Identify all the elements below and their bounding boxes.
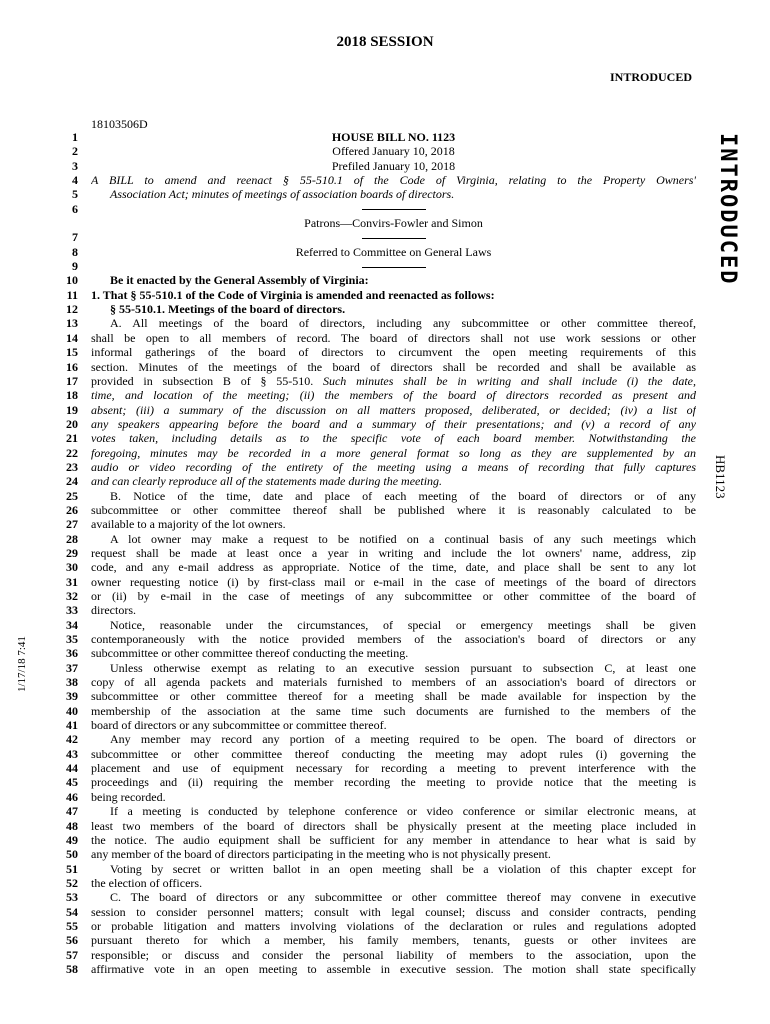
line-text: A. All meetings of the board of directors, including any subcommittee or other committee thereof, bbox=[110, 316, 696, 331]
section-heading: § 55-510.1. Meetings of the board of directors. bbox=[110, 302, 346, 317]
line bbox=[44, 575, 696, 589]
line-number: 21 bbox=[66, 431, 78, 446]
line-text: pursuant thereto for which a member, his family members, tenants, guests or other invitees are bbox=[91, 933, 696, 948]
line-number: 52 bbox=[66, 875, 78, 890]
line-number: 46 bbox=[66, 789, 78, 804]
divider bbox=[362, 267, 426, 268]
line-text: copy of all agenda packets and materials furnished to members of an association's board of directors or bbox=[91, 675, 696, 690]
inserted-text: time, and location of the meeting; (ii) the members of the board of directors recorded as present and bbox=[91, 388, 696, 403]
line-number: 48 bbox=[66, 818, 78, 833]
line bbox=[44, 187, 696, 201]
line-text: If a meeting is conducted by telephone conference or video conference or similar electronic means, at bbox=[110, 804, 696, 819]
line bbox=[44, 646, 696, 660]
line bbox=[44, 130, 696, 144]
line bbox=[44, 431, 696, 445]
line bbox=[44, 790, 696, 804]
line-text: subcommittee or other committee thereof shall be published where it is reasonably calculated to be bbox=[91, 502, 696, 517]
line-text-plain: provided in subsection B of § 55-510. bbox=[91, 373, 314, 388]
line bbox=[44, 761, 696, 775]
line-text: request shall be made at least once a year in writing and include the lot owners' name, address, zip bbox=[91, 545, 696, 560]
line-text: session to consider personnel matters; consult with legal counsel; discuss and consider contracts, pending bbox=[91, 904, 696, 919]
line bbox=[44, 474, 696, 488]
line-number: 19 bbox=[66, 402, 78, 417]
line bbox=[44, 388, 696, 402]
line-number: 58 bbox=[66, 961, 78, 976]
line bbox=[44, 288, 696, 302]
line bbox=[44, 689, 696, 703]
line bbox=[44, 718, 696, 732]
line bbox=[44, 417, 696, 431]
line bbox=[44, 489, 696, 503]
line bbox=[44, 302, 696, 316]
line-text: any member of the board of directors participating in the meeting who is not physically present. bbox=[91, 847, 551, 862]
lc-document-code: 18103506D bbox=[91, 117, 148, 131]
line-number: 35 bbox=[66, 632, 78, 647]
line bbox=[44, 661, 696, 675]
session-title: 2018 SESSION bbox=[336, 34, 434, 50]
line-number: 4 bbox=[72, 173, 78, 188]
line-number: 22 bbox=[66, 445, 78, 460]
line bbox=[44, 259, 696, 273]
line-number: 38 bbox=[66, 675, 78, 690]
prefiled-date: Prefiled January 10, 2018 bbox=[331, 158, 456, 173]
line-number: 12 bbox=[66, 302, 78, 317]
divider bbox=[362, 238, 426, 239]
line bbox=[44, 202, 696, 216]
inserted-text: audio or video recording of the entirety of the meeting using a means of recording that fully captures bbox=[91, 459, 696, 474]
line-text: Voting by secret or written ballot in an open meeting shall be a violation of this chapter except for bbox=[110, 861, 696, 876]
line-text: code, and any e-mail address as appropriate. Notice of the time, date, and place shall be sent to any lot bbox=[91, 560, 696, 575]
offered-date: Offered January 10, 2018 bbox=[332, 144, 455, 159]
line-number: 30 bbox=[66, 560, 78, 575]
line bbox=[44, 704, 696, 718]
line bbox=[44, 403, 696, 417]
line bbox=[44, 316, 696, 330]
divider bbox=[362, 209, 426, 210]
line-number: 6 bbox=[72, 201, 78, 216]
line-number: 17 bbox=[66, 373, 78, 388]
line-number: 16 bbox=[66, 359, 78, 374]
line bbox=[44, 732, 696, 746]
bill-caption: A BILL to amend and reenact § 55-510.1 of the Code of Virginia, relating to the Property Owners' bbox=[91, 173, 696, 188]
line-number: 51 bbox=[66, 861, 78, 876]
inserted-text: absent; (iii) a summary of the discussion on all matters proposed, deliberated, or decided; (iv) a list of bbox=[91, 402, 696, 417]
line-number: 28 bbox=[66, 531, 78, 546]
line bbox=[44, 546, 696, 560]
bill-text bbox=[44, 130, 696, 976]
line-text: contemporaneously with the notice provided members of the association's board of directors or any bbox=[91, 632, 696, 647]
line-text: A lot owner may make a request to be notified on a continual basis of any such meetings which bbox=[110, 531, 696, 546]
line bbox=[44, 173, 696, 187]
line-number: 1 bbox=[72, 130, 78, 144]
line-number: 2 bbox=[72, 144, 78, 159]
line bbox=[44, 833, 696, 847]
line-text: Unless otherwise exempt as relating to an executive session pursuant to subsection C, at least one bbox=[110, 660, 696, 675]
line-text: B. Notice of the time, date and place of each meeting of the board of directors or of any bbox=[110, 488, 696, 503]
line-number: 39 bbox=[66, 689, 78, 704]
amendment-clause: 1. That § 55-510.1 of the Code of Virginia is amended and reenacted as follows: bbox=[91, 287, 495, 302]
line bbox=[44, 962, 696, 976]
line bbox=[44, 905, 696, 919]
line-number: 33 bbox=[66, 603, 78, 618]
line-number: 24 bbox=[66, 474, 78, 489]
line-number: 47 bbox=[66, 804, 78, 819]
line-number: 25 bbox=[66, 488, 78, 503]
line bbox=[44, 532, 696, 546]
line bbox=[44, 862, 696, 876]
line bbox=[44, 890, 696, 904]
side-introduced-label: INTRODUCED bbox=[715, 133, 740, 286]
line bbox=[44, 618, 696, 632]
line-number: 18 bbox=[66, 388, 78, 403]
line bbox=[44, 216, 696, 230]
line bbox=[44, 245, 696, 259]
line-number: 11 bbox=[66, 287, 78, 302]
line-text: subcommittee or other committee thereof for a meeting shall be made available for inspection by the bbox=[91, 689, 696, 704]
inserted-text: Such minutes shall be in writing and shall include (i) the date, bbox=[322, 373, 696, 388]
line bbox=[44, 919, 696, 933]
line bbox=[44, 331, 696, 345]
bill-title: HOUSE BILL NO. 1123 bbox=[331, 130, 456, 144]
line bbox=[44, 589, 696, 603]
line-number: 55 bbox=[66, 918, 78, 933]
line-text: board of directors or any subcommittee or committee thereof. bbox=[91, 718, 387, 733]
line bbox=[44, 747, 696, 761]
line-text: C. The board of directors or any subcommittee or other committee thereof may convene in executive bbox=[110, 890, 696, 905]
line-text: responsible; or discuss and consider the personal liability of members to the association, upon the bbox=[91, 947, 696, 962]
line-number: 20 bbox=[66, 416, 78, 431]
line-text: Notice, reasonable under the circumstances, of special or emergency meetings shall be given bbox=[110, 617, 696, 632]
line-number: 13 bbox=[66, 316, 78, 331]
line-text: the notice. The audio equipment shall be sufficient for any member in attendance to hear what is said by bbox=[91, 832, 696, 847]
line-number: 42 bbox=[66, 732, 78, 747]
line-text: being recorded. bbox=[91, 789, 166, 804]
line bbox=[44, 948, 696, 962]
line bbox=[44, 460, 696, 474]
line-text: least two members of the board of directors shall be physically present at the meeting place included in bbox=[91, 818, 696, 833]
line bbox=[44, 273, 696, 287]
line bbox=[44, 517, 696, 531]
line-number: 32 bbox=[66, 589, 78, 603]
line-text: subcommittee or other committee thereof conducting the meeting. bbox=[91, 646, 409, 661]
line-text: affirmative vote in an open meeting to assemble in executive session. The motion shall state specifically bbox=[91, 961, 696, 976]
line-text: placement and use of equipment necessary for recording a meeting to prevent interference with the bbox=[91, 761, 696, 776]
side-bill-number: HB1123 bbox=[713, 455, 728, 499]
line-number: 7 bbox=[72, 230, 78, 245]
line-number: 41 bbox=[66, 718, 78, 733]
patrons: Patrons—Convirs-Fowler and Simon bbox=[304, 216, 483, 231]
line-number: 57 bbox=[66, 947, 78, 962]
line-number: 53 bbox=[66, 890, 78, 905]
line-text: directors. bbox=[91, 603, 136, 618]
inserted-text: and can clearly reproduce all of the statements made during the meeting. bbox=[91, 474, 443, 489]
line-number: 27 bbox=[66, 517, 78, 532]
line bbox=[44, 159, 696, 173]
line-text: informal gatherings of the board of directors to circumvent the open meeting requirements of this bbox=[91, 345, 696, 360]
line-number: 36 bbox=[66, 646, 78, 661]
line bbox=[44, 775, 696, 789]
side-print-date: 1/17/18 7:41 bbox=[16, 636, 28, 692]
line-text bbox=[91, 374, 696, 388]
line-number: 37 bbox=[66, 660, 78, 675]
separator bbox=[91, 259, 696, 273]
line bbox=[44, 603, 696, 617]
inserted-text: votes taken, including details as to the specific vote of each board member. Notwithstanding the bbox=[91, 431, 696, 446]
separator bbox=[91, 230, 696, 244]
bill-caption: Association Act; minutes of meetings of association boards of directors. bbox=[110, 187, 455, 202]
line bbox=[44, 360, 696, 374]
line-text: or (ii) by e-mail in the case of meetings of any subcommittee or other committee of the board of bbox=[91, 589, 696, 603]
inserted-text: any speakers appearing before the board and a summary of their presentations; and (v) a record of any bbox=[91, 416, 696, 431]
line bbox=[44, 560, 696, 574]
line bbox=[44, 675, 696, 689]
line-text: subcommittee or other committee thereof conducting the meeting may adopt rules (i) governing the bbox=[91, 746, 696, 761]
line bbox=[44, 374, 696, 388]
line-number: 8 bbox=[72, 244, 78, 259]
line-number: 54 bbox=[66, 904, 78, 919]
line-text: or probable litigation and matters involving violations of the declaration or rules and regulations adopted bbox=[91, 918, 696, 933]
line-number: 44 bbox=[66, 761, 78, 776]
line-number: 50 bbox=[66, 847, 78, 862]
line-text: Any member may record any portion of a meeting required to be open. The board of directors or bbox=[110, 732, 696, 747]
line-number: 26 bbox=[66, 502, 78, 517]
line bbox=[44, 933, 696, 947]
line-text: membership of the association at the same time such documents are furnished to the members of the bbox=[91, 703, 696, 718]
line-number: 23 bbox=[66, 459, 78, 474]
enacting-clause: Be it enacted by the General Assembly of Virginia: bbox=[110, 273, 369, 288]
line-text: the election of officers. bbox=[91, 875, 203, 890]
line-number: 43 bbox=[66, 746, 78, 761]
line-number: 3 bbox=[72, 158, 78, 173]
line-text: section. Minutes of the meetings of the board of directors shall be recorded and shall be available as bbox=[91, 359, 696, 374]
line-number: 15 bbox=[66, 345, 78, 360]
line bbox=[44, 345, 696, 359]
line-number: 40 bbox=[66, 703, 78, 718]
line-number bbox=[44, 216, 78, 230]
status-label: INTRODUCED bbox=[609, 70, 692, 84]
line-number: 49 bbox=[66, 832, 78, 847]
line-text: proceedings and (ii) requiring the member recording the meeting to provide notice that the meeting is bbox=[91, 775, 696, 790]
line-text: owner requesting notice (i) by first-class mail or e-mail in the case of meetings of the board of directors bbox=[91, 574, 696, 589]
line bbox=[44, 804, 696, 818]
line-text: shall be open to all members of record. The board of directors shall not use work sessions or other bbox=[91, 330, 696, 345]
line-number: 9 bbox=[72, 259, 78, 274]
committee-referral: Referred to Committee on General Laws bbox=[295, 244, 492, 259]
line bbox=[44, 876, 696, 890]
line bbox=[44, 819, 696, 833]
line-number: 10 bbox=[66, 273, 78, 288]
line-number: 56 bbox=[66, 933, 78, 948]
line-number: 14 bbox=[66, 330, 78, 345]
line-number: 29 bbox=[66, 545, 78, 560]
line-number: 31 bbox=[66, 574, 78, 589]
line bbox=[44, 503, 696, 517]
line-text: available to a majority of the lot owners. bbox=[91, 517, 286, 532]
line bbox=[44, 230, 696, 244]
line bbox=[44, 847, 696, 861]
line bbox=[44, 446, 696, 460]
line-number: 45 bbox=[66, 775, 78, 790]
line-number: 5 bbox=[72, 187, 78, 202]
line bbox=[44, 632, 696, 646]
separator bbox=[91, 202, 696, 216]
line-number: 34 bbox=[66, 617, 78, 632]
line bbox=[44, 144, 696, 158]
inserted-text: foregoing, minutes may be recorded in a more general format so long as they are supplemented by an bbox=[91, 445, 696, 460]
